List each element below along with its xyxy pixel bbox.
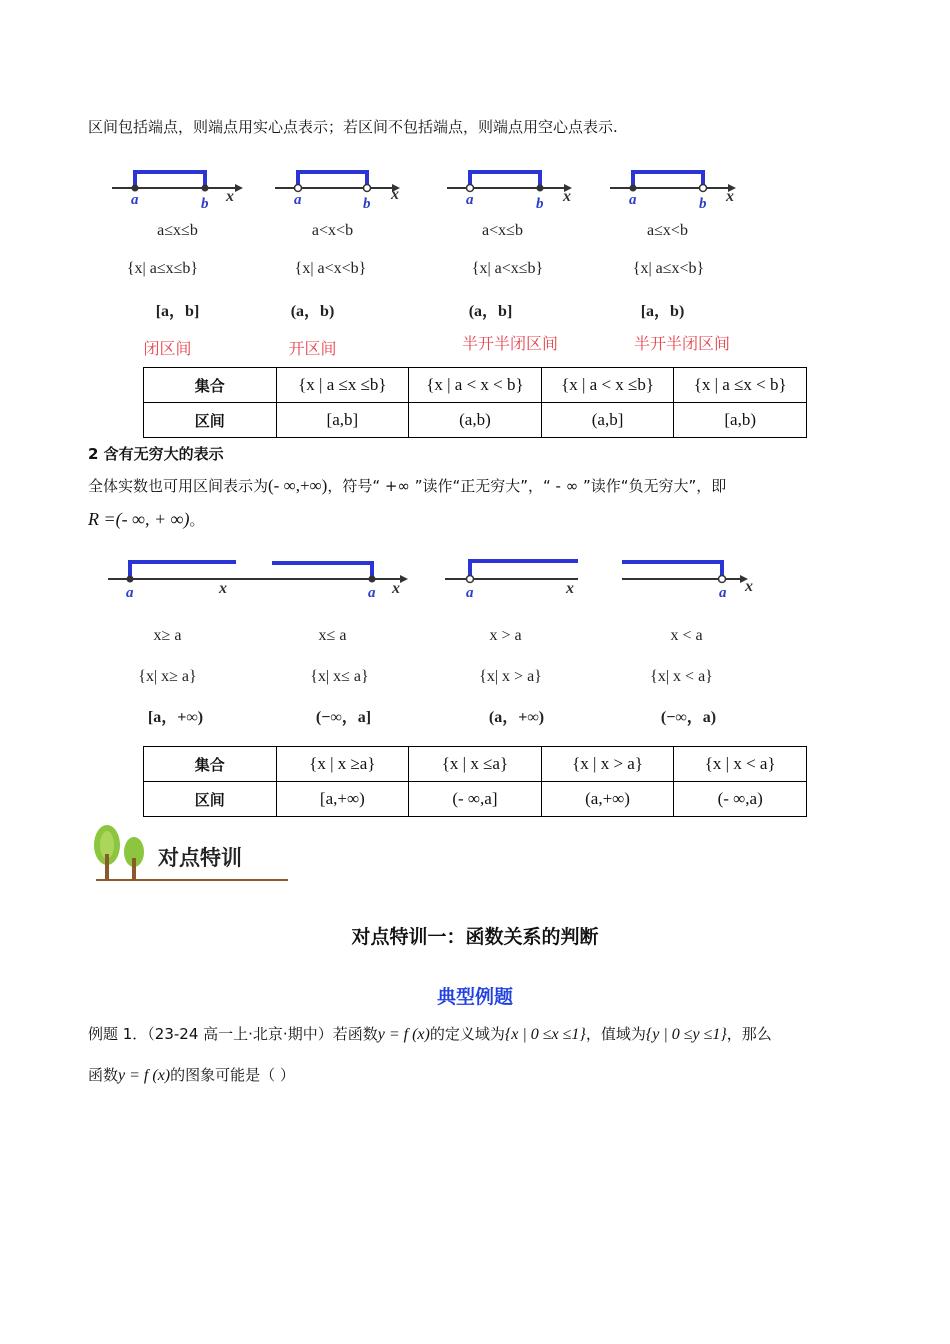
table-cell: (a,b] [541,403,674,438]
point-label-a: a [629,192,637,208]
interval-type-label: 闭区间 [143,339,192,358]
interval-notation-label: [a，+∞) [147,709,204,726]
point-label-a: a [368,585,376,601]
infinite-interval-table [143,746,807,817]
paragraph [88,475,726,497]
set-notation-label: {x| x > a} [479,668,542,685]
table-cell: (a,b) [409,403,542,438]
set-notation-label: {x| a≤x<b} [632,260,705,277]
table-cell: {x | a < x < b} [409,368,542,403]
open-interval-line [275,172,400,192]
point-label-b: b [699,196,707,212]
example-heading: 典型例题 [436,986,513,1008]
axis-label-x: x [392,580,400,597]
infinite-number-lines [100,555,760,600]
section-heading: 2 含有无穷大的表示 [88,445,224,463]
paragraph [88,508,204,531]
axis-label-x: x [726,188,734,205]
math-expression: {y | 0 ≤y ≤1} [645,1026,727,1043]
finite-interval-table [143,367,807,438]
table-header-cell: 集合 [144,747,277,782]
interval-notation-label: [a，b] [155,303,200,320]
interval-notation-label: (−∞，a] [315,709,372,726]
inequality-label: x < a [670,627,703,644]
interval-type-label: 半开半闭区间 [461,334,558,353]
table-cell: [a,b) [674,403,807,438]
table-cell: {x | x ≥a} [276,747,409,782]
example-question-line1 [88,1023,772,1046]
interval-type-label: 开区间 [288,339,337,358]
set-notation-label: {x| a<x≤b} [471,260,544,277]
table-cell: {x | x ≤a} [409,747,542,782]
text-span: ，符号“ +∞ ”读作“正无穷大”，“ - ∞ ”读作“负无穷大”，即 [327,477,727,495]
ray-right-open-line [445,561,578,583]
inequality-label: a≤x≤b [157,222,198,239]
math-expression: y = f (x) [118,1067,171,1084]
axis-label-x: x [226,188,234,205]
table-header-cell: 集合 [144,368,277,403]
text-span: ，值域为 [585,1025,646,1043]
table-cell: [a,b] [276,403,409,438]
text-span: 例题 1．（23-24 高一上·北京·期中）若函数 [88,1025,378,1043]
intro-text: 区间包括端点，则端点用实心点表示；若区间不包括端点，则端点用空心点表示. [88,118,618,136]
point-label-b: b [536,196,544,212]
set-notation-label: {x| a≤x≤b} [126,260,199,277]
interval-notation-label: (a，b] [468,303,513,320]
inequality-label: a<x≤b [482,222,523,239]
point-label-a: a [466,192,474,208]
axis-label-x: x [391,186,399,203]
set-notation-label: {x| x≥ a} [138,668,197,685]
inequality-label: x≥ a [153,627,182,644]
interval-notation-label: (a，b) [290,303,335,320]
ray-left-closed-line [272,563,408,583]
table-row [144,368,807,403]
inequality-label: a≤x<b [647,222,688,239]
table-cell: {x | a ≤x < b} [674,368,807,403]
axis-label-x: x [219,580,227,597]
table-cell: {x | a ≤x ≤b} [276,368,409,403]
axis-label-x: x [566,580,574,597]
math-expression: R =(- ∞, + ∞) [88,509,190,529]
point-label-b: b [201,196,209,212]
text-span: 的定义域为 [429,1025,505,1043]
table-cell: {x | a < x ≤b} [541,368,674,403]
table-cell: {x | x > a} [541,747,674,782]
set-notation-label: {x| a<x<b} [294,260,367,277]
point-label-a: a [719,585,727,601]
set-notation-label: {x| x≤ a} [310,668,369,685]
example-question-line2 [88,1064,295,1087]
table-cell: [a,+∞) [276,782,409,817]
point-label-a: a [466,585,474,601]
ray-left-open-line [622,562,748,583]
text-span: ，那么 [726,1025,772,1043]
inequality-label: a<x<b [311,222,354,239]
axis-label-x: x [745,578,753,595]
axis-label-x: x [563,188,571,205]
text-span: 函数 [88,1066,119,1084]
text-span: 全体实数也可用区间表示为 [88,477,269,495]
interval-notation-label: [a，b) [640,303,685,320]
point-label-b: b [363,196,371,212]
interval-notation-label: (a，+∞) [488,709,545,726]
inequality-label: x≤ a [318,627,347,644]
table-header-cell: 区间 [144,782,277,817]
point-label-a: a [126,585,134,601]
closed-interval-line [112,172,243,192]
table-row [144,747,807,782]
left-open-interval-line [447,172,572,192]
point-label-a: a [294,192,302,208]
badge-title: 对点特训 [158,846,242,870]
table-cell: {x | x < a} [674,747,807,782]
table-cell: (- ∞,a] [409,782,542,817]
interval-type-label: 半开半闭区间 [633,334,730,353]
math-expression: {x | 0 ≤x ≤1} [504,1026,586,1043]
text-span: 。 [189,511,205,529]
right-open-interval-line [610,172,736,192]
interval-notation-label: (−∞，a) [660,709,717,726]
finite-number-lines [100,160,760,220]
table-row [144,782,807,817]
text-span: 的图象可能是（ ） [170,1066,295,1084]
set-notation-label: {x| x < a} [650,668,713,685]
training-title: 对点特训一：函数关系的判断 [351,926,599,948]
math-expression: y = f (x) [377,1026,430,1043]
table-header-cell: 区间 [144,403,277,438]
math-expression: (- ∞,+∞) [268,476,328,495]
table-cell: (- ∞,a) [674,782,807,817]
point-label-a: a [131,192,139,208]
inequality-label: x > a [489,627,522,644]
table-cell: (a,+∞) [541,782,674,817]
table-row [144,403,807,438]
